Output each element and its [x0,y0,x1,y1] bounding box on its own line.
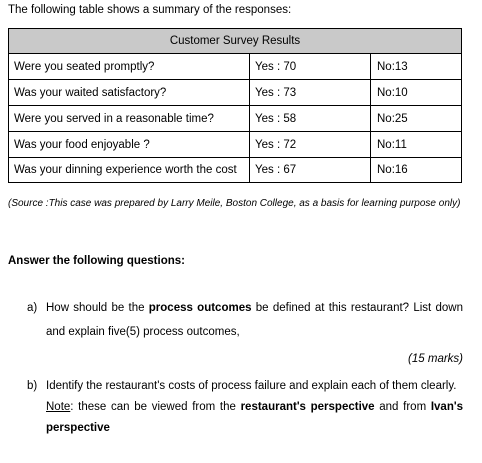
question-b-note-bold-1: restaurant's perspective [240,401,375,413]
no-count-cell: No:25 [371,106,462,132]
yes-count-cell: Yes : 58 [250,106,371,132]
no-count-cell: No:16 [371,158,462,183]
yes-count-cell: Yes : 70 [250,54,371,80]
question-b-letter: b) [27,380,38,392]
question-a-bold-1: process outcomes [148,302,252,314]
table-row [9,54,462,80]
table-row [9,158,462,183]
intro-text: The following table shows a summary of the responses: [8,4,292,16]
questions-heading: Answer the following questions: [8,255,185,267]
question-b-note-bold-2: Ivan's perspective [46,401,463,434]
question-a-letter: a) [27,302,38,314]
question-b-note-label: Note [46,401,71,413]
question-a-marks: (15 marks) [408,353,463,365]
question-cell: Was your food enjoyable ? [9,132,250,158]
question-b-body [46,376,463,439]
table-title: Customer Survey Results [9,29,462,54]
question-a-body [46,296,463,344]
yes-count-cell: Yes : 73 [250,80,371,106]
question-cell: Was your dinning experience worth the cost [9,158,250,183]
question-b-note-text-2: and from [374,401,431,413]
survey-results-table [8,28,462,183]
yes-count-cell: Yes : 67 [250,158,371,183]
source-note: (Source :This case was prepared by Larry Meile, Boston College, as a basis for learning purpose only) [8,198,461,209]
question-a-text-1: How should be the [46,302,149,314]
question-cell: Was your waited satisfactory? [9,80,250,106]
yes-count-cell: Yes : 72 [250,132,371,158]
table-row [9,132,462,158]
table-header-row [9,29,462,54]
table-row [9,80,462,106]
question-a [27,296,463,371]
table-row [9,106,462,132]
no-count-cell: No:10 [371,80,462,106]
question-b-text-1: Identify the restaurant's costs of process failure and explain each of them clearly. [46,380,457,392]
question-b [27,376,463,439]
no-count-cell: No:13 [371,54,462,80]
question-cell: Were you seated promptly? [9,54,250,80]
question-b-note-text-1: : these can be viewed from the [70,401,241,413]
question-a-text-2: be defined at this restaurant? List down and explain five(5) process outcomes, [46,302,463,338]
no-count-cell: No:11 [371,132,462,158]
question-cell: Were you served in a reasonable time? [9,106,250,132]
